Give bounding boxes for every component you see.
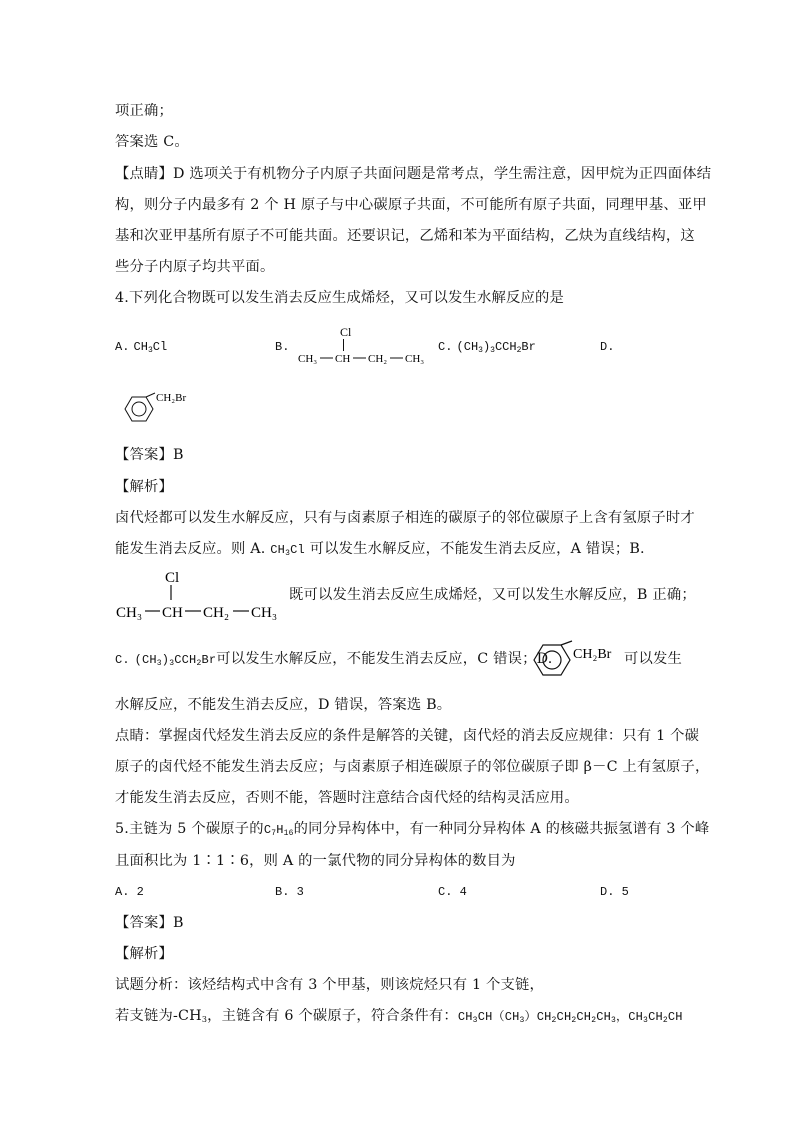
structure-atom: Cl [340, 325, 352, 339]
text-line: 些分子内原子均共平面。 [115, 259, 275, 275]
formula-sub: 2 [591, 1016, 597, 1025]
formula-part: Cl [152, 340, 168, 354]
benzene-ring [534, 645, 570, 675]
question-5-stem [115, 819, 709, 840]
formula-sub: 3 [147, 346, 153, 355]
formula-part: Cl [290, 543, 305, 557]
tip-line: 点睛：掌握卤代烃发生消去反应的条件是解答的关键，卤代烃的消去反应规律：只有 1 个碳 [115, 728, 700, 744]
formula-part: ，CH [616, 1010, 644, 1024]
text-line: 可以发生 [624, 651, 682, 667]
formula-part: CH [270, 543, 286, 557]
text-line [115, 132, 189, 152]
formula-sub: 2 [551, 1016, 557, 1025]
text-line: 水解反应，不能发生消去反应，D 错误，答案选 B。 [115, 697, 452, 713]
structure-atom: Cl [165, 570, 180, 586]
formula-sub: 7 [271, 829, 277, 838]
option-label: A. [115, 340, 130, 354]
formula-sub: 3 [201, 1015, 208, 1024]
structure-atom: CH₂ [203, 605, 230, 621]
structure-2-chlorobutane-large [114, 566, 288, 624]
formula-sub: 16 [283, 829, 294, 838]
benzene-ring [125, 397, 153, 421]
text-line [115, 1006, 683, 1027]
text-line: 试题分析：该烃结构式中含有 3 个甲基，则该烷烃只有 1 个支链， [115, 977, 544, 993]
option-d-label [600, 337, 614, 357]
formula-part: CH [667, 1010, 683, 1024]
structure-atom: CH₂ [368, 353, 388, 365]
tip-line: 才能发生消去反应，否则不能，答题时注意结合卤代烃的结构灵活应用。 [115, 790, 579, 806]
structure-atom: CH [162, 605, 183, 621]
formula-part: CCH [494, 340, 517, 354]
text-part: 可以发生水解反应，不能发生消去反应，A 错误；B. [309, 541, 645, 557]
structure-2-chlorobutane-small [296, 322, 432, 368]
structure-atom: CH₃ [298, 353, 318, 365]
formula-sub: 2 [571, 1016, 577, 1025]
formula-part: H [276, 823, 284, 837]
answer-text: 答案选 C。 [115, 134, 189, 150]
formula-part: ）CH [524, 1010, 552, 1024]
tip-line: 原子的卤代烃不能发生消去反应；与卤素原子相连碳原子的邻位碳原子即 β－C 上有氢原子， [115, 759, 710, 775]
formula-sub: 3 [285, 549, 291, 558]
formula-part: Br [521, 340, 536, 354]
option-label: C. [438, 340, 453, 354]
text-line: 卤代烃都可以发生水解反应，只有与卤素原子相连的碳原子的邻位碳原子上含有氢原子时才 [115, 510, 695, 526]
formula-sub: 3 [519, 1016, 525, 1025]
text-line: 既可以发生消去反应生成烯烃，又可以发生水解反应，B 正确； [289, 587, 696, 603]
structure-atom: CH₃ [405, 353, 425, 365]
formula-part: CH [576, 1010, 592, 1024]
structure-benzyl-bromide-large [528, 634, 624, 686]
formula-sub: 2 [196, 659, 202, 668]
tip-text: D 选项关于有机物分子内原子共面问题是常考点，学生需注意，因甲烷为正四面体结 [173, 166, 712, 182]
bond-line [561, 641, 572, 645]
analysis-4-heading: 【解析】 [115, 479, 173, 495]
text-line: 基和次亚甲基所有原子不可能共面。还要识记，乙烯和苯为平面结构，乙炔为直线结构，这 [115, 228, 695, 244]
formula-sub: 3 [169, 659, 175, 668]
text-part: ，主链含有 6 个碳原子，符合条件有： [207, 1008, 458, 1024]
text-line [115, 649, 552, 670]
text-part: 能发生消去反应。则 A. [115, 541, 266, 557]
text-part: C. [115, 653, 130, 667]
formula-part: CH [457, 1010, 473, 1024]
formula-part: CH [596, 1010, 612, 1024]
structure-atom: CH₃ [116, 605, 143, 621]
formula-part: ) [482, 340, 491, 354]
formula-part: CH（CH [477, 1010, 520, 1024]
formula-part: CCH [174, 653, 197, 667]
structure-atom: CH₂Br [573, 647, 612, 662]
option-label: D. [600, 340, 615, 354]
formula-ch3cl-inline [270, 543, 305, 557]
formula-part: Br [201, 653, 217, 667]
text-part: 的同分异构体中，有一种同分异构体 A 的核磁共振氢谱有 3 个峰 [293, 821, 710, 837]
formula-part: (CH [456, 340, 479, 354]
q5-option-c: C. 4 [438, 885, 467, 899]
formula-sub: 3 [472, 1016, 478, 1025]
text-part: 若支链为-CH [115, 1008, 202, 1024]
formula-ch3cl [134, 340, 168, 354]
formula-part: ) [161, 653, 170, 667]
bond-line [146, 393, 155, 397]
answer-4: 【答案】B [115, 447, 184, 463]
text-line: 构，则分子内最多有 2 个 H 原子与中心碳原子共面，不可能所有原子共面，同理甲基、亚甲 [115, 197, 707, 213]
q5-option-d: D. 5 [600, 885, 629, 899]
answer-5: 【答案】B [115, 915, 184, 931]
q5-option-b: B. 3 [275, 885, 304, 899]
structure-benzyl-bromide-small [115, 388, 205, 430]
structure-atom: CH₃ [251, 605, 278, 621]
formula-heptane-isomers [458, 1010, 683, 1024]
formula-sub: 2 [516, 346, 522, 355]
question-4-stem: 4.下列化合物既可以发生消去反应生成烯烃，又可以发生水解反应的是 [115, 290, 564, 306]
q5-option-a: A. 2 [115, 885, 144, 899]
formula-c7h16 [264, 823, 294, 837]
option-label: B. [275, 340, 290, 354]
option-b-label [275, 337, 289, 357]
option-a [115, 337, 167, 357]
text-part: 5.主链为 5 个碳原子的 [115, 821, 264, 837]
aromatic-circle [543, 651, 561, 669]
option-c [438, 337, 536, 357]
tip-heading: 【点睛】 [115, 166, 173, 182]
formula-sub: 2 [662, 1016, 668, 1025]
analysis-5-heading: 【解析】 [115, 946, 173, 962]
formula-option-c-inline [135, 653, 217, 667]
formula-part: C [263, 823, 272, 837]
formula-sub: 3 [478, 346, 483, 355]
formula-part: CH [133, 340, 148, 354]
formula-part: CH [648, 1010, 663, 1024]
structure-atom: CH [335, 353, 351, 365]
formula-part: CH [556, 1010, 572, 1024]
question-5-stem: 且面积比为 1∶1∶6，则 A 的一氯代物的同分异构体的数目为 [115, 853, 516, 869]
formula-sub: 3 [490, 346, 495, 355]
formula-sub: 3 [156, 659, 162, 668]
text-line [115, 539, 645, 560]
text-line: 项正确； [115, 103, 173, 119]
formula-option-c [457, 340, 536, 354]
formula-part: (CH [134, 653, 157, 667]
tip-line [115, 164, 711, 184]
aromatic-circle [132, 402, 146, 416]
structure-atom: CH₂Br [156, 392, 187, 404]
text-part: 可以发生水解反应，不能发生消去反应，C 错误；D. [216, 651, 553, 667]
formula-sub: 3 [611, 1016, 617, 1025]
formula-sub: 3 [643, 1016, 649, 1025]
